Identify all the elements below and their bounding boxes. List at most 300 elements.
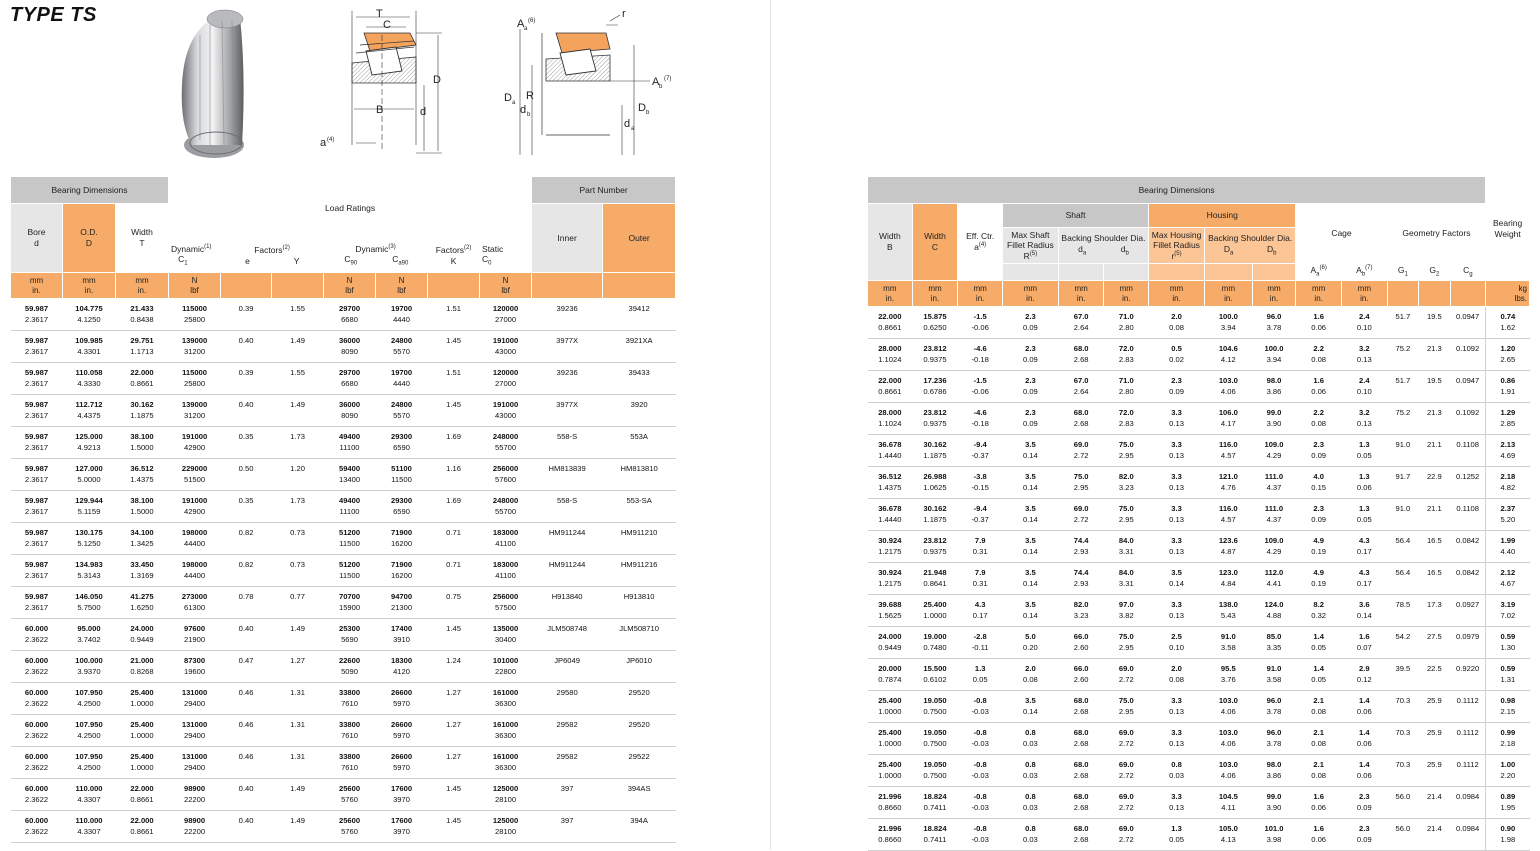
factor-e-cell: 0.35 xyxy=(221,427,272,459)
outer-part-cell: 553-SA xyxy=(603,491,676,523)
table-row xyxy=(11,651,676,683)
housing-header: Housing xyxy=(1149,204,1296,228)
undefined: 22600 5090 xyxy=(324,651,376,683)
border-right:1px solid #d0d0d0: 75.0 2.95 xyxy=(1104,499,1149,531)
undefined: 59.987 2.3617 xyxy=(11,395,63,427)
border-right:1px solid #d0d0d0: 71.0 2.80 xyxy=(1104,307,1149,339)
undefined: 21.948 0.8641 xyxy=(912,563,958,595)
inner-part-cell: 29582 xyxy=(532,747,603,779)
undefined: 59.987 2.3617 xyxy=(11,523,63,555)
undefined: 60.000 2.3622 xyxy=(11,811,63,843)
border-right:1px solid #d0d0d0: 183000 41100 xyxy=(480,523,532,555)
undefined: 19.050 0.7500 xyxy=(912,691,958,723)
undefined: 1.6 0.06 xyxy=(1296,307,1342,339)
undefined: 69.0 2.72 xyxy=(1058,499,1104,531)
undefined: 68.0 2.68 xyxy=(1058,691,1104,723)
undefined: 103.0 4.06 xyxy=(1204,691,1252,723)
border-right:1px solid #d0d0d0: 25.400 1.0000 xyxy=(116,747,169,779)
drawing-label-Ab-sup: (7) xyxy=(664,76,672,82)
undefined: 2.0 0.08 xyxy=(1149,307,1205,339)
border-right:1px solid #d0d0d0: 91.0 3.58 xyxy=(1252,659,1296,691)
border-right:1px solid #d0d0d0: 111.0 4.37 xyxy=(1252,499,1296,531)
factor-k-cell: 1.45 xyxy=(428,331,480,363)
undefined: 3.5 0.14 xyxy=(1002,467,1058,499)
factor-k-cell: 0.71 xyxy=(428,523,480,555)
factor-e-cell: 0.39 xyxy=(221,363,272,395)
undefined: 30.924 1.2175 xyxy=(868,531,913,563)
border-right:1px solid #d0d0d0: 120000 27000 xyxy=(480,363,532,395)
border-right:1px solid #d0d0d0: -1.5 -0.06 xyxy=(958,371,1003,403)
undefined: 229000 51500 xyxy=(169,459,221,491)
undefined: 109.985 4.3301 xyxy=(63,331,116,363)
factor-k-cell: 1.27 xyxy=(428,747,480,779)
factor-y-cell: 1.49 xyxy=(272,395,324,427)
border-right:1px solid #d0d0d0: 3.2 0.13 xyxy=(1341,403,1387,435)
drawing-label-Db-sub: b xyxy=(646,110,650,116)
undefined: 130.175 5.1250 xyxy=(63,523,116,555)
undefined: 33800 7610 xyxy=(324,747,376,779)
border-right:1px solid #d0d0d0: 72.0 2.83 xyxy=(1104,339,1149,371)
undefined: 125.000 4.9213 xyxy=(63,427,116,459)
undefined: 33800 7610 xyxy=(324,683,376,715)
undefined: 4.0 0.15 xyxy=(1296,467,1342,499)
factor-y-cell: 1.31 xyxy=(272,683,324,715)
undefined: 191000 42900 xyxy=(169,491,221,523)
g1-cell: 70.3 xyxy=(1387,723,1418,755)
geometry-factors-header: Geometry Factors xyxy=(1387,204,1486,264)
cg-cell: 0.1092 xyxy=(1450,403,1486,435)
undefined: 29300 6590 xyxy=(376,427,428,459)
undefined: 116.0 4.57 xyxy=(1204,499,1252,531)
undefined: 3.5 0.14 xyxy=(1002,531,1058,563)
inner-part-cell: HM911244 xyxy=(532,523,603,555)
undefined: 51200 11500 xyxy=(324,523,376,555)
factor-e-cell: 0.40 xyxy=(221,779,272,811)
undefined: 69.0 2.72 xyxy=(1058,435,1104,467)
text-align:right;padding-right:4px: 0.89 1.95 xyxy=(1486,787,1530,819)
outer-part-cell: JLM508710 xyxy=(603,619,676,651)
factor-y-cell: 1.31 xyxy=(272,747,324,779)
border-right:1px solid #d0d0d0: -1.5 -0.06 xyxy=(958,307,1003,339)
table-row xyxy=(868,787,1530,819)
drawing-label-Aa-sup: (6) xyxy=(528,18,536,24)
outer-part-cell: 3921XA xyxy=(603,331,676,363)
undefined: 2.3 0.09 xyxy=(1296,499,1342,531)
undefined: 2.3 0.09 xyxy=(1002,371,1058,403)
undefined: 104.775 4.1250 xyxy=(63,299,116,331)
text-align:right;padding-right:4px: 2.12 4.67 xyxy=(1486,563,1530,595)
undefined: 3.3 0.13 xyxy=(1149,595,1205,627)
undefined: 17400 3910 xyxy=(376,619,428,651)
width-b-header: Width B xyxy=(868,204,913,281)
cg-cell: 0.0979 xyxy=(1450,627,1486,659)
border-right:1px solid #d0d0d0: 25.400 1.0000 xyxy=(116,715,169,747)
undefined: 95.5 3.76 xyxy=(1204,659,1252,691)
table-row xyxy=(11,779,676,811)
undefined: 94700 21300 xyxy=(376,587,428,619)
factor-e-cell: 0.40 xyxy=(221,395,272,427)
undefined: 70700 15900 xyxy=(324,587,376,619)
undefined: 68.0 2.68 xyxy=(1058,755,1104,787)
undefined: 123.6 4.87 xyxy=(1204,531,1252,563)
cg-cell: 0.1112 xyxy=(1450,691,1486,723)
border-right:1px solid #d0d0d0: 75.0 2.95 xyxy=(1104,435,1149,467)
undefined: 2.1 0.08 xyxy=(1296,755,1342,787)
undefined: 25600 5760 xyxy=(324,779,376,811)
border-right:1px solid #d0d0d0: 69.0 2.72 xyxy=(1104,787,1149,819)
undefined: 2.3 0.09 xyxy=(1296,435,1342,467)
drawing-label-Db: D xyxy=(638,102,646,114)
text-align:right;padding-right:4px: 2.37 5.20 xyxy=(1486,499,1530,531)
undefined: 59.987 2.3617 xyxy=(11,587,63,619)
undefined: 17.236 0.6786 xyxy=(912,371,958,403)
border-right:1px solid #d0d0d0: 2.9 0.12 xyxy=(1341,659,1387,691)
text-align:right;padding-right:4px: 1.20 2.65 xyxy=(1486,339,1530,371)
border-right:1px solid #d0d0d0: -0.8 -0.03 xyxy=(958,691,1003,723)
factors-header: Factors$^{(2)}$ e Y xyxy=(221,240,324,273)
g2-cell: 21.4 xyxy=(1419,819,1450,851)
border-right:1px solid #d0d0d0: 98.0 3.86 xyxy=(1252,371,1296,403)
factor-e-cell: 0.47 xyxy=(221,651,272,683)
outer-part-cell: 394A xyxy=(603,811,676,843)
undefined: 2.3 0.09 xyxy=(1002,339,1058,371)
undefined: 33800 7610 xyxy=(324,715,376,747)
undefined: 3.3 0.13 xyxy=(1149,467,1205,499)
g2-cell: 21.3 xyxy=(1419,339,1450,371)
g2-cell: 27.5 xyxy=(1419,627,1450,659)
factor-y-cell: 1.73 xyxy=(272,491,324,523)
factor-k-cell: 0.71 xyxy=(428,555,480,587)
shaft-backing-header: Backing Shoulder Dia. $d_a$ $d_b$ xyxy=(1058,228,1148,264)
g1-header: $G_1$ xyxy=(1387,264,1418,281)
undefined: 30.924 1.2175 xyxy=(868,563,913,595)
text-align:right;padding-right:4px: 1.29 2.85 xyxy=(1486,403,1530,435)
undefined: 2.0 0.08 xyxy=(1002,659,1058,691)
border-right:1px solid #d0d0d0: 101000 22800 xyxy=(480,651,532,683)
outer-part-cell: JP6010 xyxy=(603,651,676,683)
g2-cell: 25.9 xyxy=(1419,723,1450,755)
cg-cell: 0.0927 xyxy=(1450,595,1486,627)
undefined: 23.812 0.9375 xyxy=(912,339,958,371)
inner-part-cell: 558-S xyxy=(532,491,603,523)
undefined: 146.050 5.7500 xyxy=(63,587,116,619)
table-row xyxy=(11,523,676,555)
table-row xyxy=(868,691,1530,723)
drawing-label-da: d xyxy=(624,118,631,130)
bearing-dimensions-header: Bearing Dimensions xyxy=(11,177,169,204)
outer-part-cell: 39412 xyxy=(603,299,676,331)
border-right:1px solid #d0d0d0: 99.0 3.90 xyxy=(1252,403,1296,435)
g1-cell: 91.0 xyxy=(1387,435,1418,467)
factor-k-header: Factors$^{(2)}$ K xyxy=(428,240,480,273)
undefined: 36000 8090 xyxy=(324,395,376,427)
g2-cell: 16.5 xyxy=(1419,563,1450,595)
cg-cell: 0.1112 xyxy=(1450,723,1486,755)
inner-part-cell: JP6049 xyxy=(532,651,603,683)
undefined: 3.3 0.13 xyxy=(1149,787,1205,819)
border-right:1px solid #d0d0d0: 75.0 2.95 xyxy=(1104,691,1149,723)
g1-cell: 56.0 xyxy=(1387,787,1418,819)
outer-part-cell: 29520 xyxy=(603,683,676,715)
undefined: 3.3 0.13 xyxy=(1149,403,1205,435)
table-row xyxy=(868,499,1530,531)
g1-cell: 51.7 xyxy=(1387,307,1418,339)
border-right:1px solid #d0d0d0: 2.4 0.10 xyxy=(1341,371,1387,403)
undefined: 26600 5970 xyxy=(376,747,428,779)
text-align:right;padding-right:4px: 3.19 7.02 xyxy=(1486,595,1530,627)
inner-part-cell: JLM508748 xyxy=(532,619,603,651)
factor-y-cell: 1.55 xyxy=(272,299,324,331)
border-right:1px solid #d0d0d0: 22.000 0.8661 xyxy=(116,811,169,843)
undefined: 25600 5760 xyxy=(324,811,376,843)
dynamic-rating-header: Dynamic$^{(1)}$ $C_1$ xyxy=(169,240,221,273)
undefined: 100.0 3.94 xyxy=(1204,307,1252,339)
undefined: 17600 3970 xyxy=(376,779,428,811)
undefined: 2.1 0.08 xyxy=(1296,723,1342,755)
undefined: 21.996 0.8660 xyxy=(868,787,913,819)
undefined: 1.6 0.06 xyxy=(1296,787,1342,819)
g1-cell: 56.0 xyxy=(1387,819,1418,851)
drawing-label-R: R xyxy=(526,90,534,102)
border-right:1px solid #d0d0d0: 125000 28100 xyxy=(480,779,532,811)
undefined: 36.678 1.4440 xyxy=(868,499,913,531)
bearing-photo xyxy=(182,10,244,158)
undefined: 5.0 0.20 xyxy=(1002,627,1058,659)
border-right:1px solid #d0d0d0: 69.0 2.72 xyxy=(1104,723,1149,755)
undefined: 3.3 0.13 xyxy=(1149,499,1205,531)
border-right:1px solid #d0d0d0: 111.0 4.37 xyxy=(1252,467,1296,499)
undefined: 60.000 2.3622 xyxy=(11,651,63,683)
undefined: 87300 19600 xyxy=(169,651,221,683)
border-right:1px solid #d0d0d0: 2.3 0.09 xyxy=(1341,819,1387,851)
undefined: 2.5 0.10 xyxy=(1149,627,1205,659)
undefined: 15.500 0.6102 xyxy=(912,659,958,691)
bore-header: Bore d xyxy=(11,204,63,273)
border-right:1px solid #d0d0d0: 71.0 2.80 xyxy=(1104,371,1149,403)
undefined: 24.000 0.9449 xyxy=(868,627,913,659)
max-shaft-fillet-header: Max Shaft Fillet Radius $R^{(5)}$ xyxy=(1002,228,1058,264)
undefined: 19.050 0.7500 xyxy=(912,755,958,787)
cg-cell: 0.0984 xyxy=(1450,787,1486,819)
inner-part-cell: 29582 xyxy=(532,715,603,747)
undefined: 30.162 1.1875 xyxy=(912,499,958,531)
cg-cell: 0.1092 xyxy=(1450,339,1486,371)
cg-cell: 0.1252 xyxy=(1450,467,1486,499)
border-right:1px solid #d0d0d0: 22.000 0.8661 xyxy=(116,779,169,811)
drawing-label-db-sub: b xyxy=(527,112,531,118)
border-right:1px solid #d0d0d0: 4.3 0.17 xyxy=(1341,531,1387,563)
undefined: 0.8 0.03 xyxy=(1149,755,1205,787)
drawing-label-Ab-sub: b xyxy=(659,84,663,90)
border-right:1px solid #d0d0d0: 98.0 3.86 xyxy=(1252,755,1296,787)
g2-cell: 16.5 xyxy=(1419,531,1450,563)
factor-k-cell: 1.51 xyxy=(428,363,480,395)
border-right:1px solid #d0d0d0: 4.3 0.17 xyxy=(1341,563,1387,595)
outer-part-cell: HM911210 xyxy=(603,523,676,555)
load-ratings-header: Load Ratings xyxy=(169,177,532,240)
outer-part-cell: 394AS xyxy=(603,779,676,811)
g1-cell: 70.3 xyxy=(1387,691,1418,723)
undefined: 1.6 0.06 xyxy=(1296,371,1342,403)
undefined: 3.3 0.13 xyxy=(1149,435,1205,467)
border-right:1px solid #d0d0d0: 96.0 3.78 xyxy=(1252,691,1296,723)
undefined: 131000 29400 xyxy=(169,715,221,747)
border-right:1px solid #d0d0d0: -0.8 -0.03 xyxy=(958,755,1003,787)
undefined: 95.000 3.7402 xyxy=(63,619,116,651)
undefined: 2.1 0.08 xyxy=(1296,691,1342,723)
undefined: 51200 11500 xyxy=(324,555,376,587)
undefined: 123.0 4.84 xyxy=(1204,563,1252,595)
undefined: 103.0 4.06 xyxy=(1204,371,1252,403)
undefined: 60.000 2.3622 xyxy=(11,683,63,715)
undefined: 3.5 0.14 xyxy=(1002,499,1058,531)
undefined: 25.400 1.0000 xyxy=(868,755,913,787)
undefined: 19.050 0.7500 xyxy=(912,723,958,755)
undefined: 1.4 0.05 xyxy=(1296,627,1342,659)
undefined: 24800 5570 xyxy=(376,395,428,427)
g2-cell: 22.9 xyxy=(1419,467,1450,499)
undefined: 17600 3970 xyxy=(376,811,428,843)
cg-cell: 0.9220 xyxy=(1450,659,1486,691)
border-right:1px solid #d0d0d0: -9.4 -0.37 xyxy=(958,499,1003,531)
border-right:1px solid #d0d0d0: 161000 36300 xyxy=(480,715,532,747)
inner-part-cell: 3977X xyxy=(532,395,603,427)
inner-part-cell: HM911244 xyxy=(532,555,603,587)
undefined: 1.4 0.05 xyxy=(1296,659,1342,691)
undefined: 3.3 0.13 xyxy=(1149,691,1205,723)
border-right:1px solid #d0d0d0: 4.3 0.17 xyxy=(958,595,1003,627)
undefined: 68.0 2.68 xyxy=(1058,339,1104,371)
border-right:1px solid #d0d0d0: 85.0 3.35 xyxy=(1252,627,1296,659)
eff-ctr-header: Eff. Ctr. $a^{(4)}$ xyxy=(958,204,1003,281)
g2-cell: 21.1 xyxy=(1419,499,1450,531)
undefined: 26.988 1.0625 xyxy=(912,467,958,499)
undefined: 75.0 2.95 xyxy=(1058,467,1104,499)
factor-e-cell: 0.35 xyxy=(221,491,272,523)
undefined: 138.0 5.43 xyxy=(1204,595,1252,627)
factor-y-cell: 1.49 xyxy=(272,331,324,363)
factor-k-cell: 1.45 xyxy=(428,395,480,427)
table-row xyxy=(11,587,676,619)
factor-y-cell: 1.27 xyxy=(272,651,324,683)
drawing-label-db: d xyxy=(520,104,527,116)
border-right:1px solid #d0d0d0: 25.400 1.0000 xyxy=(116,683,169,715)
undefined: 131000 29400 xyxy=(169,683,221,715)
border-right:1px solid #d0d0d0: 120000 27000 xyxy=(480,299,532,331)
text-align:right;padding-right:4px: 2.13 4.69 xyxy=(1486,435,1530,467)
border-right:1px solid #d0d0d0: 2.4 0.10 xyxy=(1341,307,1387,339)
drawing-label-a-sup: (4) xyxy=(327,137,335,143)
drawing-label-Aa: A xyxy=(517,18,525,30)
g1-cell: 51.7 xyxy=(1387,371,1418,403)
border-right:1px solid #d0d0d0: 69.0 2.72 xyxy=(1104,755,1149,787)
cg-cell: 0.0947 xyxy=(1450,307,1486,339)
undefined: 107.950 4.2500 xyxy=(63,715,116,747)
inner-part-cell: H913840 xyxy=(532,587,603,619)
border-right:1px solid #d0d0d0: 36.512 1.4375 xyxy=(116,459,169,491)
border-right:1px solid #d0d0d0: 109.0 4.29 xyxy=(1252,435,1296,467)
border-right:1px solid #d0d0d0: 22.000 0.8661 xyxy=(116,363,169,395)
undefined: 21.996 0.8660 xyxy=(868,819,913,851)
g2-header: $G_2$ xyxy=(1419,264,1450,281)
undefined: 22.000 0.8661 xyxy=(868,307,913,339)
border-right:1px solid #d0d0d0: 161000 36300 xyxy=(480,683,532,715)
inner-part-cell: 39236 xyxy=(532,363,603,395)
table-row xyxy=(868,755,1530,787)
cg-header: $C_g$ xyxy=(1450,264,1486,281)
text-align:right;padding-right:4px: 0.74 1.62 xyxy=(1486,307,1530,339)
undefined: 59.987 2.3617 xyxy=(11,555,63,587)
factor-y-cell: 1.20 xyxy=(272,459,324,491)
undefined: 112.712 4.4375 xyxy=(63,395,116,427)
undefined: 106.0 4.17 xyxy=(1204,403,1252,435)
border-right:1px solid #d0d0d0: 3.6 0.14 xyxy=(1341,595,1387,627)
border-right:1px solid #d0d0d0: 84.0 3.31 xyxy=(1104,531,1149,563)
undefined: 2.0 0.08 xyxy=(1149,659,1205,691)
table-row xyxy=(868,435,1530,467)
border-right:1px solid #d0d0d0: 1.6 0.07 xyxy=(1341,627,1387,659)
left-bearing-table xyxy=(10,176,676,843)
undefined: 91.0 3.58 xyxy=(1204,627,1252,659)
cage-header: Cage xyxy=(1296,204,1387,264)
border-right:1px solid #d0d0d0: 1.3 0.06 xyxy=(1341,467,1387,499)
undefined: 66.0 2.60 xyxy=(1058,659,1104,691)
g2-cell: 25.9 xyxy=(1419,755,1450,787)
border-right:1px solid #d0d0d0: 84.0 3.31 xyxy=(1104,563,1149,595)
undefined: 60.000 2.3622 xyxy=(11,779,63,811)
undefined: 110.000 4.3307 xyxy=(63,779,116,811)
undefined: 115000 25800 xyxy=(169,299,221,331)
g1-cell: 75.2 xyxy=(1387,403,1418,435)
undefined: 60.000 2.3622 xyxy=(11,715,63,747)
factor-k-cell: 1.69 xyxy=(428,427,480,459)
inner-part-cell: 558-S xyxy=(532,427,603,459)
undefined: 19700 4440 xyxy=(376,299,428,331)
g2-cell: 25.9 xyxy=(1419,691,1450,723)
undefined: 60.000 2.3622 xyxy=(11,619,63,651)
page-title: TYPE TS xyxy=(10,4,97,26)
border-right:1px solid #d0d0d0: 100.0 3.94 xyxy=(1252,339,1296,371)
undefined: 110.058 4.3330 xyxy=(63,363,116,395)
border-right:1px solid #d0d0d0: 21.433 0.8438 xyxy=(116,299,169,331)
factor-e-cell: 0.82 xyxy=(221,555,272,587)
undefined: 24800 5570 xyxy=(376,331,428,363)
factor-e-cell: 0.46 xyxy=(221,683,272,715)
factor-k-cell: 1.45 xyxy=(428,619,480,651)
table-row xyxy=(868,403,1530,435)
border-right:1px solid #d0d0d0: 248000 55700 xyxy=(480,491,532,523)
factor-y-cell: 1.49 xyxy=(272,619,324,651)
factor-y-cell: 1.55 xyxy=(272,363,324,395)
g1-cell: 70.3 xyxy=(1387,755,1418,787)
undefined: 26600 5970 xyxy=(376,683,428,715)
part-number-header: Part Number xyxy=(532,177,676,204)
dynamic-c90-header: Dynamic$^{(3)}$ $C_{90}$ $C_{a90}$ xyxy=(324,240,428,273)
undefined: 121.0 4.76 xyxy=(1204,467,1252,499)
undefined: 59.987 2.3617 xyxy=(11,459,63,491)
undefined: 3.5 0.14 xyxy=(1002,691,1058,723)
border-right:1px solid #d0d0d0: 256000 57600 xyxy=(480,459,532,491)
table-row xyxy=(11,427,676,459)
undefined: 129.944 5.1159 xyxy=(63,491,116,523)
text-align:right;padding-right:4px: 0.99 2.18 xyxy=(1486,723,1530,755)
page-divider xyxy=(770,0,771,850)
border-right:1px solid #d0d0d0: 34.100 1.3425 xyxy=(116,523,169,555)
undefined: 25300 5690 xyxy=(324,619,376,651)
factor-k-cell: 1.69 xyxy=(428,491,480,523)
factor-e-cell: 0.40 xyxy=(221,331,272,363)
undefined: 71900 16200 xyxy=(376,555,428,587)
